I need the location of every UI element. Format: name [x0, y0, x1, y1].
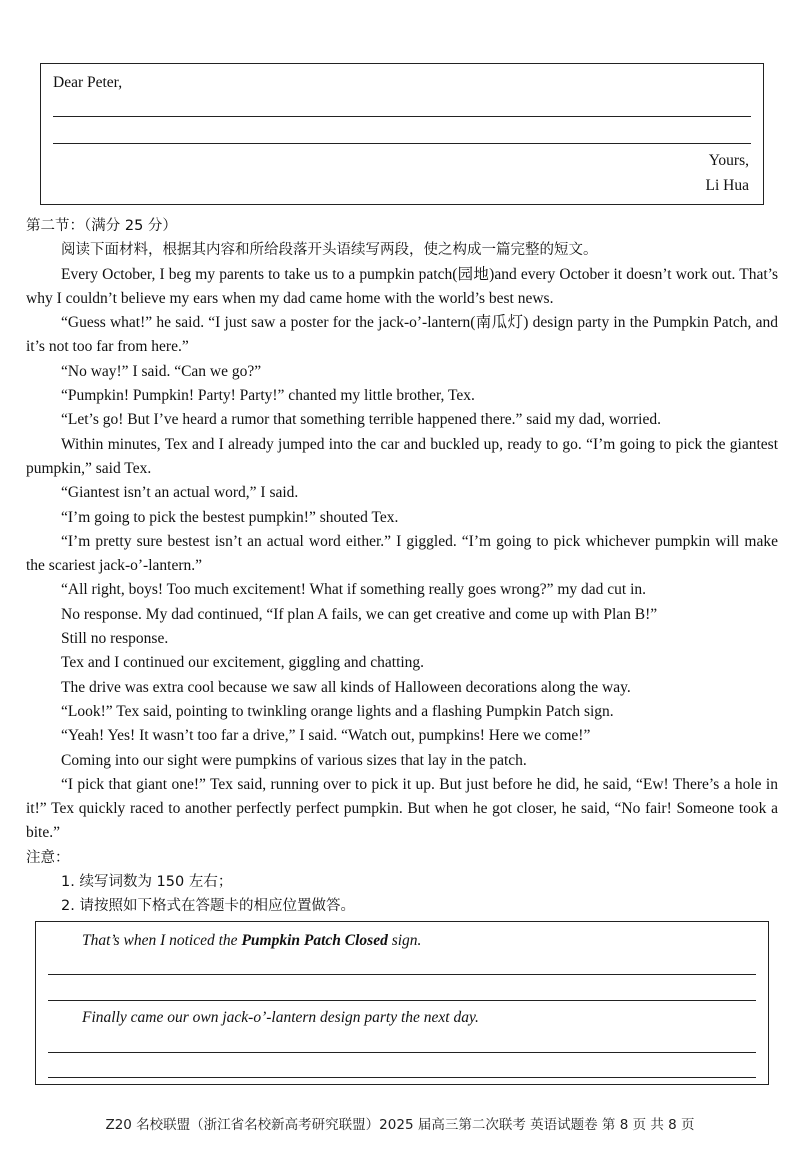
writing-line	[48, 1000, 756, 1001]
story-paragraph: The drive was extra cool because we saw all kinds of Halloween decorations along the way.	[61, 678, 631, 696]
story-paragraph: Coming into our sight were pumpkins of various sizes that lay in the patch.	[61, 751, 527, 769]
paragraph-opener-1	[82, 932, 421, 950]
writing-line	[48, 1052, 756, 1053]
story-paragraph: “I’m going to pick the bestest pumpkin!” shouted Tex.	[61, 508, 399, 526]
story-paragraph: Within minutes, Tex and I already jumped into the car and buckled up, ready to go. “I’m going to pick the giantest pumpkin,” said Tex.	[26, 435, 778, 477]
opener-1-bold-sign: Pumpkin Patch Closed	[241, 932, 388, 949]
story-paragraph: Tex and I continued our excitement, giggling and chatting.	[61, 654, 425, 672]
section-heading: 第二节：（满分 25 分）	[26, 218, 177, 234]
story-paragraph: “I pick that giant one!” Tex said, running over to pick it up. But just before he did, he said, “Ew! There’s a hole in it!” Tex quickly raced to another perfectly perfect pumpkin. But when he got closer, he said, “No fair! Someone took a bite.”	[26, 775, 778, 842]
letter-writing-box	[40, 63, 764, 205]
note-item: 2. 请按照如下格式在答题卡的相应位置做答。	[61, 898, 355, 915]
paragraph-opener-2: Finally came our own jack-o’-lantern design party the next day.	[82, 1009, 479, 1026]
opener-1-text-end: sign.	[387, 932, 422, 949]
letter-greeting: Dear Peter,	[53, 74, 123, 91]
note-item: 1. 续写词数为 150 左右；	[61, 874, 233, 891]
writing-line	[53, 143, 751, 144]
letter-closing: Yours,	[708, 152, 749, 169]
story-paragraph: Every October, I beg my parents to take us to a pumpkin patch(园地)and every October it doesn’t work out. That’s why I couldn’t believe my ears when my dad came home with the world’s best news.	[26, 265, 778, 307]
story-paragraph: “Pumpkin! Pumpkin! Party! Party!” chanted my little brother, Tex.	[61, 387, 475, 405]
writing-line	[53, 116, 751, 117]
story-paragraph: “Giantest isn’t an actual word,” I said.	[61, 484, 299, 502]
writing-line	[48, 974, 756, 975]
story-paragraph: “Let’s go! But I’ve heard a rumor that something terrible happened there.” said my dad, worried.	[61, 411, 661, 429]
section-instruction: 阅读下面材料，根据其内容和所给段落开头语续写两段，使之构成一篇完整的短文。	[61, 242, 598, 259]
answer-format-box	[35, 921, 769, 1085]
story-paragraph: “I’m pretty sure bestest isn’t an actual word either.” I giggled. “I’m going to pick whichever pumpkin will make the scariest jack-o’-lantern.”	[26, 532, 778, 575]
opener-1-text-start: That’s when I noticed the	[82, 932, 242, 949]
story-paragraph: “No way!” I said. “Can we go?”	[61, 362, 262, 380]
writing-line	[48, 1077, 756, 1078]
story-paragraph: “All right, boys! Too much excitement! What if something really goes wrong?” my dad cut in.	[61, 581, 647, 599]
story-paragraph: “Look!” Tex said, pointing to twinkling orange lights and a flashing Pumpkin Patch sign.	[61, 702, 614, 720]
story-paragraph: “Yeah! Yes! It wasn’t too far a drive,” I said. “Watch out, pumpkins! Here we come!”	[61, 727, 591, 745]
story-paragraph: No response. My dad continued, “If plan A fails, we can get creative and come up with Plan B!”	[61, 605, 658, 623]
section-2	[26, 214, 778, 919]
letter-signature: Li Hua	[705, 177, 749, 194]
page-footer: Z20 名校联盟（浙江省名校新高考研究联盟）2025 届高三第二次联考 英语试题卷 第 8 页 共 8 页	[105, 1117, 695, 1133]
story-paragraph: “Guess what!” he said. “I just saw a poster for the jack-o’-lantern(南瓜灯) design party in the Pumpkin Patch, and it’s not too far from here.”	[26, 314, 778, 356]
notes-heading: 注意：	[26, 849, 70, 866]
story-paragraph: Still no response.	[61, 630, 169, 648]
